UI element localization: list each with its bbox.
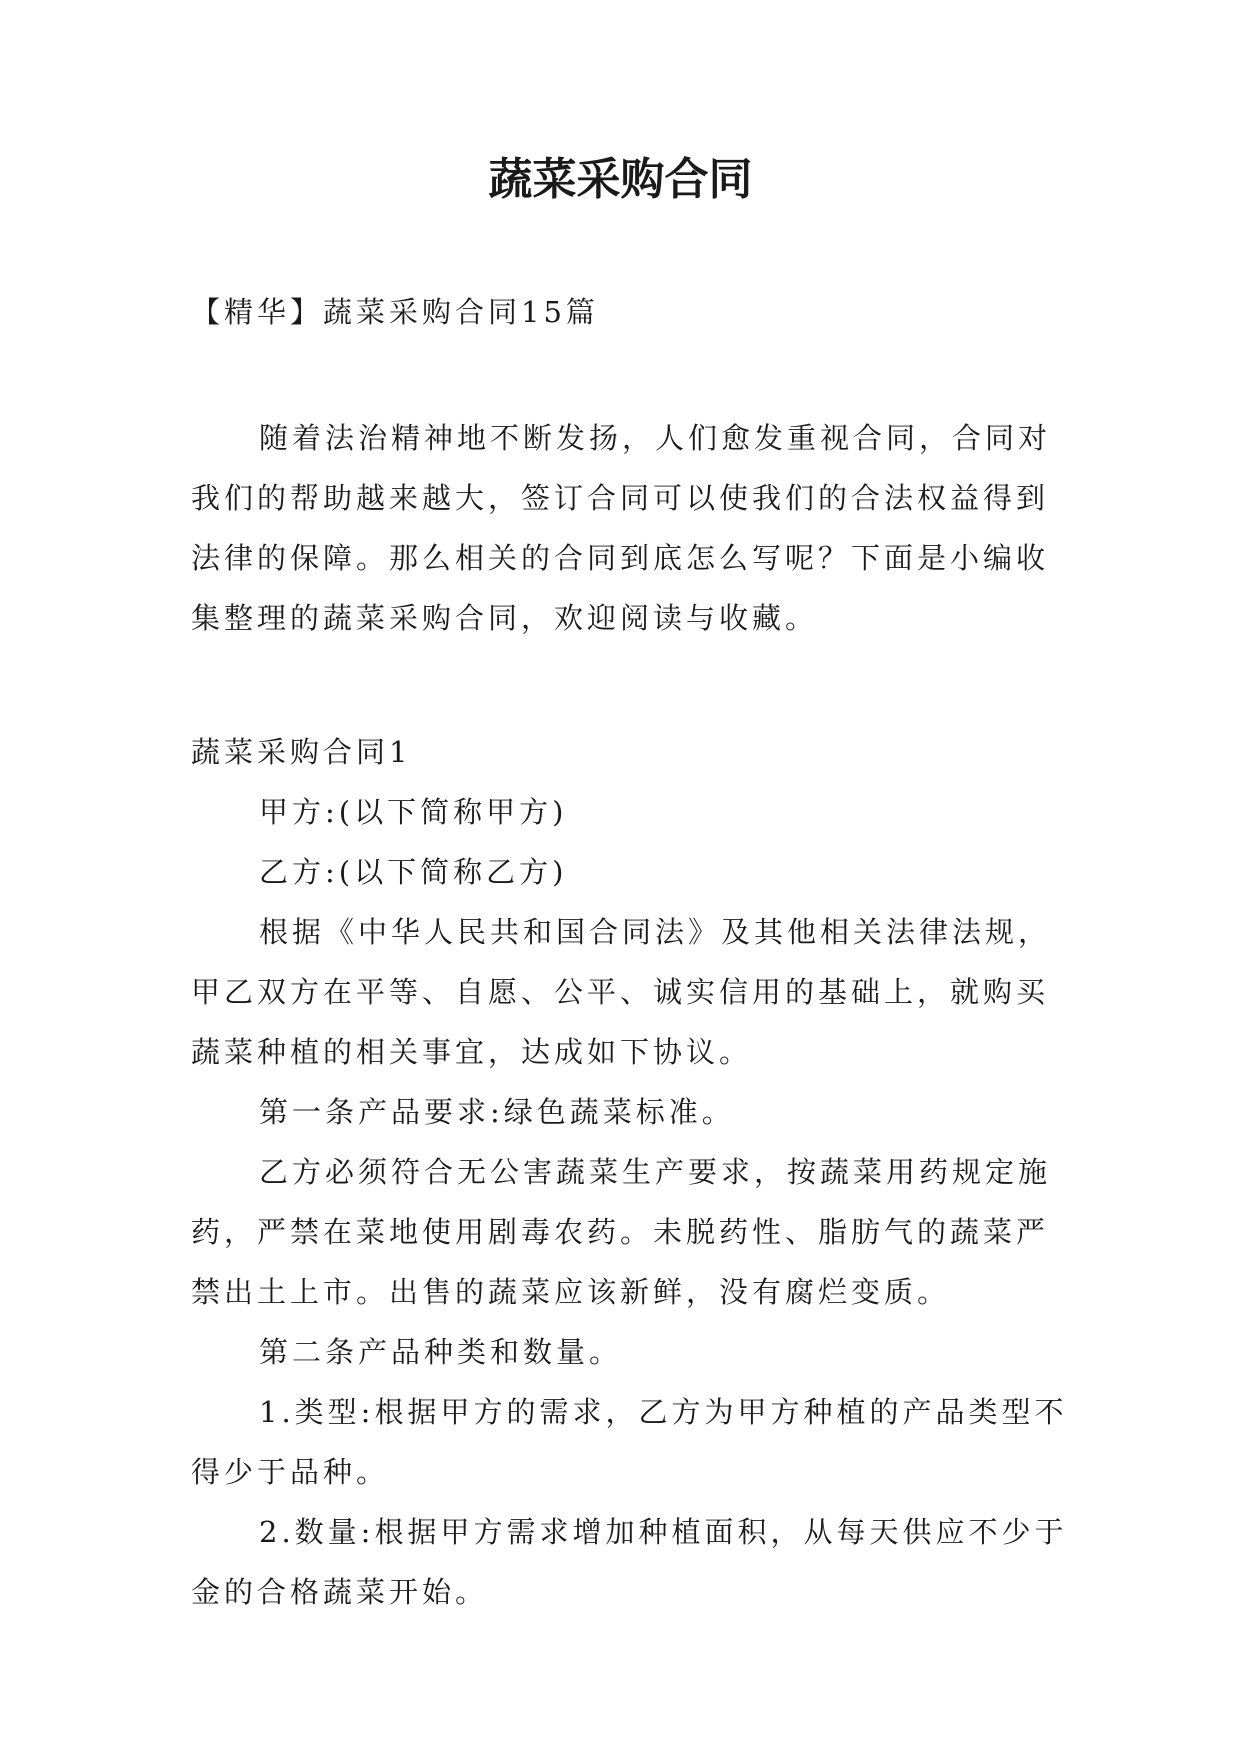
section-heading: 蔬菜采购合同1 bbox=[191, 735, 412, 769]
article-2-item-2: 2.数量:根据甲方需求增加种植面积，从每天供应不少于金的合格蔬菜开始。 bbox=[191, 1515, 1068, 1609]
article-1-body: 乙方必须符合无公害蔬菜生产要求，按蔬菜用药规定施药，严禁在菜地使用剧毒农药。未脱药性、脂肪气的蔬菜严禁出土上市。出售的蔬菜应该新鲜，没有腐烂变质。 bbox=[191, 1155, 1052, 1309]
document-subtitle: 【精华】蔬菜采购合同15篇 bbox=[191, 295, 599, 329]
preamble-paragraph: 根据《中华人民共和国合同法》及其他相关法律法规，甲乙双方在平等、自愿、公平、诚实信用的基础上，就购买蔬菜种植的相关事宜，达成如下协议。 bbox=[191, 915, 1052, 1069]
article-1-heading: 第一条产品要求:绿色蔬菜标准。 bbox=[259, 1095, 735, 1129]
document-title: 蔬菜采购合同 bbox=[488, 154, 753, 205]
intro-paragraph: 随着法治精神地不断发扬，人们愈发重视合同，合同对我们的帮助越来越大，签订合同可以使我们的合法权益得到法律的保障。那么相关的合同到底怎么写呢？下面是小编收集整理的蔬菜采购合同，欢迎阅读与收藏。 bbox=[191, 421, 1052, 635]
document-body bbox=[191, 290, 1071, 1622]
article-2-item-1: 1.类型:根据甲方的需求，乙方为甲方种植的产品类型不得少于品种。 bbox=[191, 1395, 1068, 1489]
article-2-heading: 第二条产品种类和数量。 bbox=[259, 1335, 623, 1369]
party-b-line: 乙方:(以下简称乙方) bbox=[259, 855, 568, 889]
party-a-line: 甲方:(以下简称甲方) bbox=[259, 795, 568, 829]
